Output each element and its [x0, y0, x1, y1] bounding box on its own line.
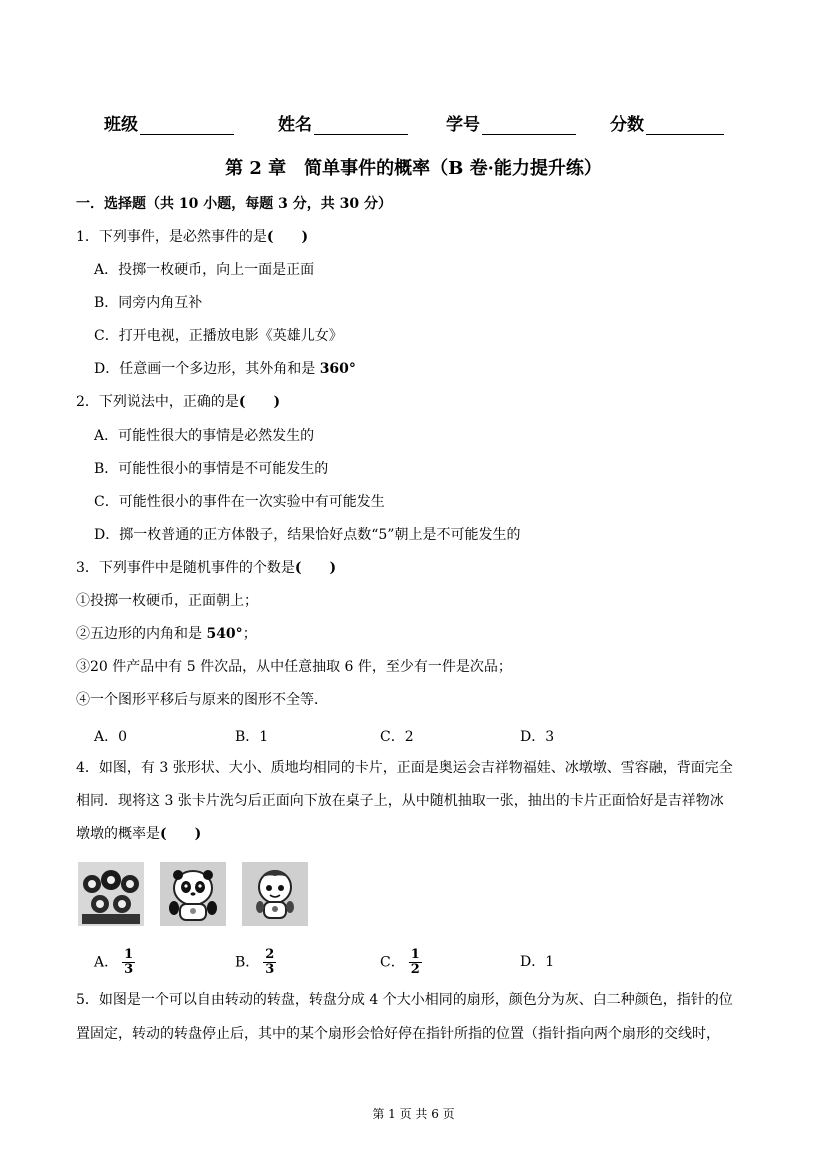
- name-blank[interactable]: [314, 114, 408, 135]
- score-label: 分数: [610, 115, 644, 135]
- question-4-option-b-label: B．: [235, 954, 260, 971]
- question-3-option-d: D．3: [520, 729, 555, 745]
- question-3-option-c: C．2: [380, 729, 414, 745]
- question-1-option-d-text: D．任意画一个多边形，其外角和是: [94, 361, 320, 377]
- question-1-option-d-value: 360°: [319, 361, 356, 377]
- question-2-paren: ( ): [238, 394, 281, 410]
- question-4-option-b-fraction: [263, 948, 276, 977]
- score-blank[interactable]: [646, 114, 724, 135]
- question-4-line-2: 相同．现将这 3 张卡片洗匀后正面向下放在桌子上，从中随机抽取一张，抽出的卡片正面恰好是吉祥物冰: [76, 793, 724, 809]
- question-2-option-d: D．掷一枚普通的正方体骰子，结果恰好点数“5”朝上是不可能发生的: [94, 527, 521, 543]
- question-5-line-2: 置固定，转动的转盘停止后，其中的某个扇形会恰好停在指针所指的位置（指针指向两个扇形的交线时，: [76, 1026, 720, 1042]
- question-4-option-a-fraction: [122, 948, 135, 977]
- question-5-line-1: 5．如图是一个可以自由转动的转盘，转盘分成 4 个大小相同的扇形，颜色分为灰、白二种颜色，指针的位: [76, 992, 733, 1008]
- question-1-stem: [76, 228, 308, 246]
- card-bing-dwen-dwen-image: [160, 862, 226, 926]
- fraction-numerator: 1: [410, 947, 420, 962]
- fraction-denominator: 3: [124, 962, 134, 977]
- question-4-line-3: [76, 825, 201, 843]
- question-2-stem: [76, 393, 280, 411]
- section-heading: 一．选择题（共 10 小题，每题 3 分，共 30 分）: [76, 196, 392, 212]
- question-1-text: 1．下列事件，是必然事件的是: [76, 229, 267, 245]
- question-3-option-b: B．1: [235, 729, 269, 745]
- question-3-paren: ( ): [294, 560, 337, 576]
- student-info-row: [0, 110, 827, 136]
- question-3-statement-4: ④一个图形平移后与原来的图形不全等．: [76, 692, 328, 708]
- question-3-text: 3．下列事件中是随机事件的个数是: [76, 560, 295, 576]
- card-shuey-rhon-rhon-image: [242, 862, 308, 926]
- fraction-numerator: 2: [265, 947, 275, 962]
- question-3-statement-1: ①投掷一枚硬币，正面朝上；: [76, 593, 258, 609]
- question-4-option-c-label: C．: [380, 954, 405, 971]
- question-1-option-d: [94, 360, 356, 378]
- question-3-statement-2-text: ②五边形的内角和是: [76, 626, 207, 642]
- page-title: 第 2 章 简单事件的概率（B 卷·能力提升练）: [225, 158, 602, 179]
- name-label: 姓名: [278, 115, 312, 135]
- fraction-denominator: 3: [265, 962, 275, 977]
- question-4-option-a-label: A．: [94, 954, 119, 971]
- question-4-text: 墩墩的概率是: [76, 826, 160, 842]
- question-4-line-1: 4．如图，有 3 张形状、大小、质地均相同的卡片，正面是奥运会吉祥物福娃、冰墩墩、雪容融，背面完全: [76, 760, 733, 776]
- question-4-option-b: [235, 948, 276, 977]
- student-id-field: [446, 110, 576, 135]
- class-label: 班级: [104, 115, 138, 135]
- class-blank[interactable]: [140, 114, 234, 135]
- question-2-option-a: A．可能性很大的事情是必然发生的: [94, 428, 315, 444]
- question-2-option-b: B．可能性很小的事情是不可能发生的: [94, 461, 329, 477]
- score-field: [610, 110, 724, 135]
- question-1-option-b: B．同旁内角互补: [94, 295, 203, 311]
- question-1-option-c: C．打开电视，正播放电影《英雄儿女》: [94, 328, 343, 344]
- question-1-option-a: A．投掷一枚硬币，向上一面是正面: [94, 262, 315, 278]
- question-4-option-c-fraction: [409, 948, 422, 977]
- question-4-option-c: [380, 948, 422, 977]
- fraction-numerator: 1: [124, 947, 134, 962]
- page-footer: 第 1 页 共 6 页: [372, 1107, 455, 1121]
- question-2-option-c: C．可能性很小的事件在一次实验中有可能发生: [94, 494, 385, 510]
- question-3-statement-3: ③20 件产品中有 5 件次品，从中任意抽取 6 件，至少有一件是次品；: [76, 659, 512, 675]
- question-2-text: 2．下列说法中，正确的是: [76, 394, 239, 410]
- question-4-paren: ( ): [160, 826, 202, 842]
- name-field: [278, 110, 408, 135]
- student-id-label: 学号: [446, 115, 480, 135]
- question-4-option-a: [94, 948, 135, 977]
- question-1-paren: ( ): [266, 229, 309, 245]
- student-id-blank[interactable]: [482, 114, 576, 135]
- class-field: [104, 110, 234, 135]
- question-4-option-d: D．1: [520, 954, 555, 970]
- question-3-stem: [76, 559, 336, 577]
- question-3-option-a: A．0: [94, 729, 128, 745]
- question-3-statement-2-value: 540°: [206, 626, 243, 642]
- question-3-statement-2: [76, 625, 257, 643]
- question-3-statement-2-end: ；: [242, 626, 257, 642]
- card-fuwa-image: [78, 862, 144, 926]
- fraction-denominator: 2: [410, 962, 420, 977]
